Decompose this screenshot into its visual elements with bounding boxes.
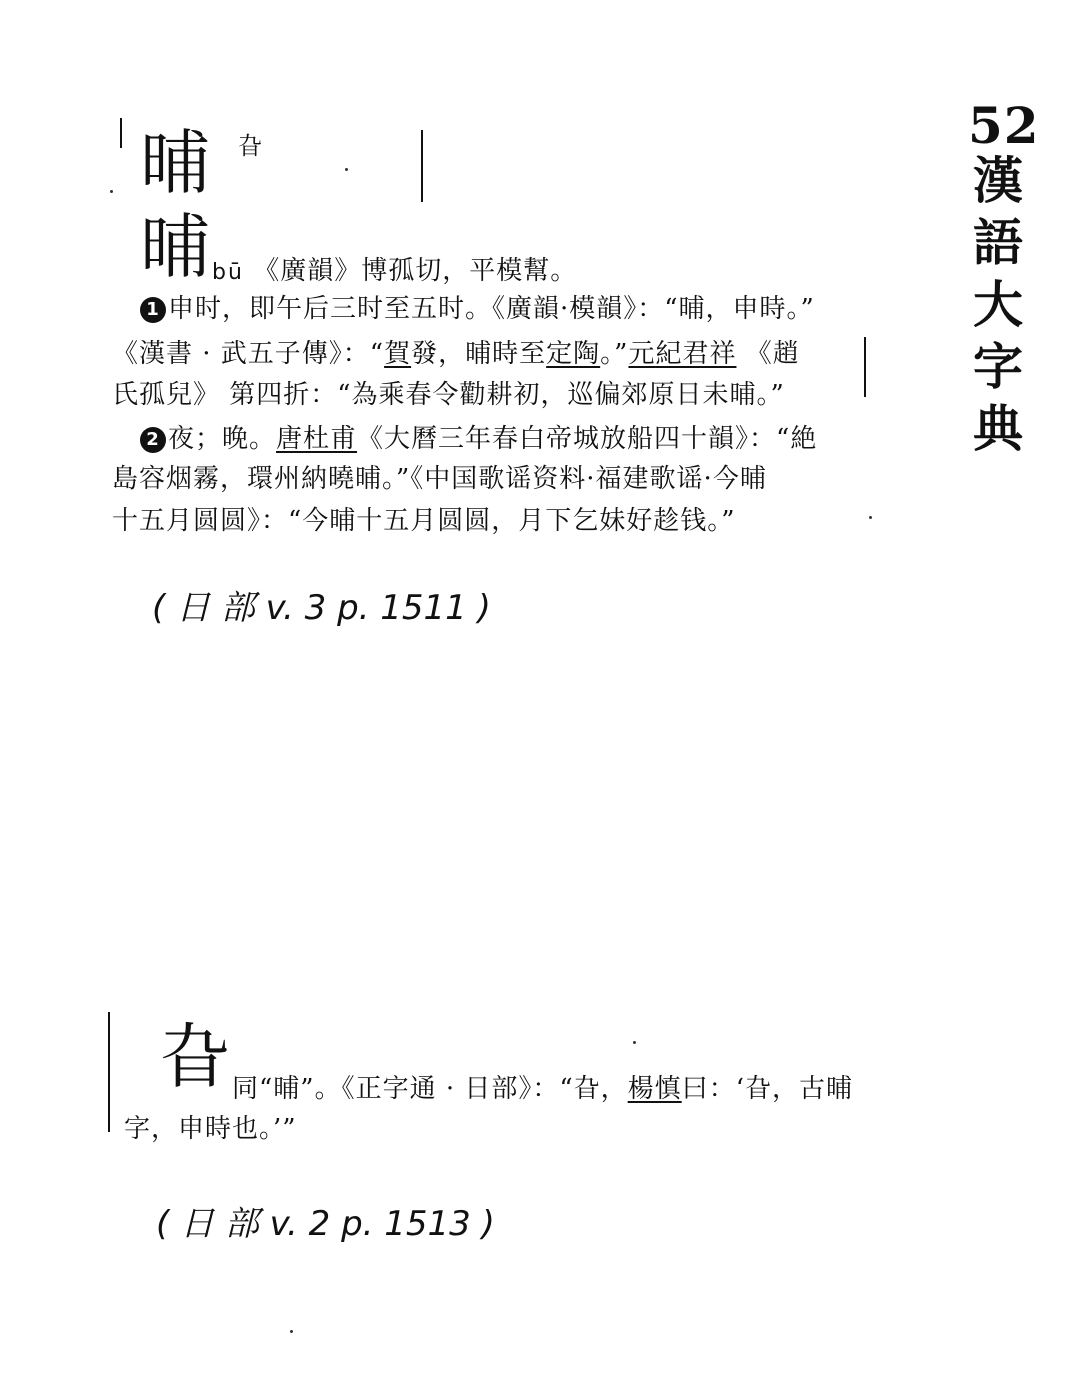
- scan-speck: [869, 516, 872, 519]
- proper-name: 元: [628, 339, 656, 369]
- proper-name: 定陶: [546, 339, 601, 369]
- proper-name: 賀: [384, 339, 412, 369]
- dictionary-title: [968, 150, 1028, 460]
- definition-line: [112, 333, 800, 370]
- title-char: 語: [973, 213, 1023, 272]
- phonology: 《廣韻》博孤切，平模幫。: [253, 256, 578, 286]
- definition-line: 島容烟霧，環州納曉晡。”《中国歌谣资料·福建歌谣·今晡: [112, 464, 767, 494]
- head-character: 旮: [160, 1016, 230, 1098]
- definition-line: [232, 1068, 853, 1105]
- definition-text: 發，晡時至: [411, 339, 547, 369]
- margin-rule: [120, 118, 122, 148]
- proper-name: 唐: [276, 424, 304, 454]
- definition-text: 《大曆三年春白帝城放船四十韻》：“絶: [357, 424, 818, 454]
- margin-rule: [421, 130, 423, 202]
- definition-line: 氏孤兒》 第四折：“為乘春令勸耕初，巡偏郊原日未晡。”: [112, 380, 785, 410]
- title-char: 典: [973, 399, 1023, 458]
- definition-line: 十五月圆圆》：“今晡十五月圆圆，月下乞妹好趁钱。”: [112, 506, 736, 536]
- scan-speck: [345, 168, 348, 171]
- title-char: 大: [973, 275, 1023, 334]
- sense-number-icon: 1: [140, 297, 166, 323]
- definition-line: [140, 418, 817, 455]
- handwritten-reference: ( 日 部 v. 3 p. 1511 ): [152, 588, 491, 628]
- head-character-repeat: 晡: [140, 206, 210, 288]
- definition-line: 字，申時也。’”: [124, 1114, 297, 1144]
- margin-rule: [864, 337, 866, 397]
- proper-name: 紀君祥: [655, 339, 737, 369]
- margin-rule: [108, 1012, 110, 1132]
- head-character: 晡: [140, 122, 210, 204]
- pronunciation-line: [212, 250, 577, 287]
- page-number: 52: [968, 96, 1040, 155]
- definition-text: 夜；晚。: [168, 424, 277, 454]
- sense-number-icon: 2: [140, 427, 166, 453]
- definition-text: 《趙: [745, 339, 800, 369]
- scan-speck: [633, 1041, 636, 1044]
- definition-text: 曰：‘旮，古晡: [681, 1074, 853, 1104]
- scan-speck: [290, 1330, 293, 1333]
- definition-text: 同“晡”。《正字通 · 日部》：“旮，: [232, 1074, 628, 1104]
- proper-name: 楊慎: [627, 1074, 682, 1104]
- definition-text: 《漢書 · 武五子傳》：“: [112, 339, 385, 369]
- definition-line: [140, 288, 815, 325]
- title-char: 字: [973, 337, 1023, 396]
- proper-name: 杜甫: [303, 424, 358, 454]
- scan-speck: [110, 190, 113, 193]
- variant-character: 旮: [238, 132, 262, 160]
- handwritten-reference: ( 日 部 v. 2 p. 1513 ): [156, 1204, 495, 1244]
- definition-text: 申时，即午后三时至五时。《廣韻·模韻》：“晡，申時。”: [168, 294, 815, 324]
- definition-text: 。”: [600, 339, 629, 369]
- pinyin: bū: [212, 260, 244, 285]
- title-char: 漢: [973, 151, 1023, 210]
